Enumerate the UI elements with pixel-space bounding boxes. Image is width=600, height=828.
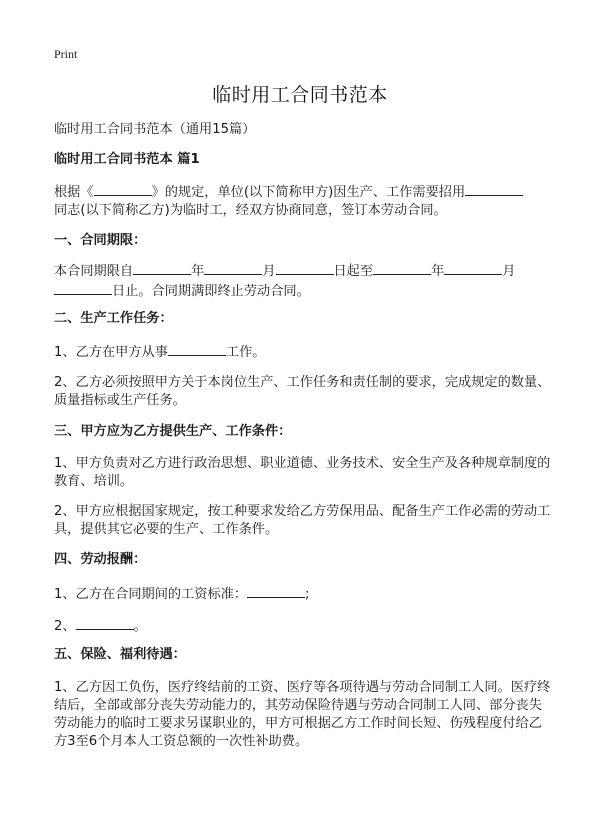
start-day-blank[interactable]	[276, 261, 334, 275]
employee-name-blank[interactable]	[465, 182, 523, 196]
heading-remuneration: 四、劳动报酬：	[54, 552, 147, 567]
task-item-1	[54, 342, 554, 362]
document-title: 临时用工合同书范本	[212, 84, 388, 106]
pay-text-end: ;	[305, 587, 310, 602]
pay-other-blank[interactable]	[76, 616, 134, 630]
month-label: 月	[262, 264, 276, 279]
section-title: 临时用工合同书范本 篇1	[54, 152, 200, 167]
heading-contract-term: 一、合同期限：	[54, 233, 147, 248]
insurance-item-1: 1、乙方因工负伤，医疗终结前的工资、医疗等各项待遇与劳动合同制工人同。医疗终结后，全部或部分丧失劳动能力的，其劳动保险待遇与劳动合同制工人同、部分丧失劳动能力的临时工要求另谋职业的，甲方可根据乙方工作时间长短、伤残程度付给乙方3至6个月本人工资总额的一次性补助费。	[54, 680, 551, 749]
term-paragraph	[54, 261, 554, 301]
pay-item-number: 2、	[54, 619, 76, 634]
pay-text: 1、乙方在合同期间的工资标准：	[54, 587, 248, 602]
start-month-blank[interactable]	[204, 261, 262, 275]
task-text: 1、乙方在甲方从事	[54, 345, 168, 360]
task-item-2: 2、乙方必须按照甲方关于本岗位生产、工作任务和责任制的要求，完成规定的数量、质量指标或生产任务。	[54, 375, 551, 408]
condition-item-1: 1、甲方负责对乙方进行政治思想、职业道德、业务技术、安全生产及各种规章制度的教育、培训。	[54, 456, 551, 489]
end-month-blank[interactable]	[444, 261, 502, 275]
print-label[interactable]: Print	[54, 47, 78, 61]
intro-text-2: 》的规定，单位(以下简称甲方)因生产、工作需要招用	[151, 185, 466, 200]
document-subtitle: 临时用工合同书范本（通用15篇）	[54, 122, 256, 137]
job-type-blank[interactable]	[168, 342, 226, 356]
year-label: 年	[431, 264, 445, 279]
task-text-end: 工作。	[225, 345, 266, 360]
end-day-blank[interactable]	[54, 281, 112, 295]
term-end-text: 日止。合同期满即终止劳动合同。	[112, 284, 310, 299]
month-label: 月	[502, 264, 516, 279]
heading-insurance-benefits: 五、保险、福利待遇：	[54, 647, 186, 662]
pay-item-1	[54, 584, 554, 604]
intro-text-1: 根据《	[54, 185, 94, 200]
heading-work-tasks: 二、生产工作任务：	[54, 311, 173, 326]
law-name-blank[interactable]	[94, 182, 152, 196]
day-to-label: 日起至	[333, 264, 374, 279]
condition-item-2: 2、甲方应根据国家规定，按工种要求发给乙方劳保用品、配备生产工作必需的劳动工具，提供其它必要的生产、工作条件。	[54, 504, 551, 537]
intro-text-3: 同志(以下简称乙方)为临时工，经双方协商同意，签订本劳动合同。	[54, 203, 447, 218]
term-text: 本合同期限自	[54, 264, 134, 279]
pay-item-2	[54, 616, 554, 636]
pay-item-end: 。	[133, 619, 147, 634]
start-year-blank[interactable]	[133, 261, 191, 275]
end-year-blank[interactable]	[373, 261, 431, 275]
intro-paragraph	[54, 182, 554, 220]
wage-standard-blank[interactable]	[247, 584, 305, 598]
heading-work-conditions: 三、甲方应为乙方提供生产、工作条件：	[54, 424, 292, 439]
year-label: 年	[191, 264, 205, 279]
